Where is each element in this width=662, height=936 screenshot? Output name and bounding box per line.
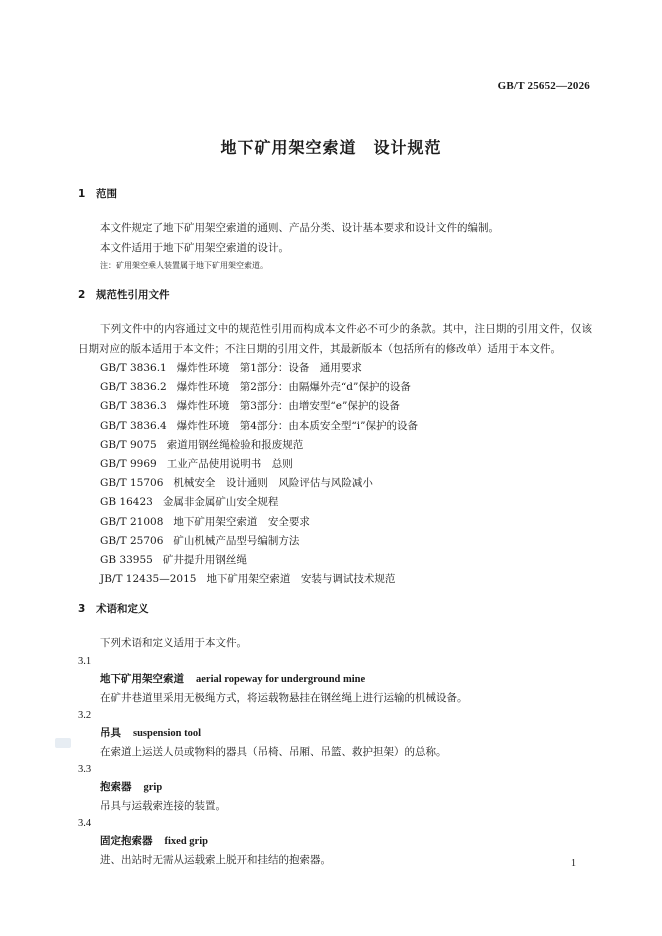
reference-item <box>78 378 592 397</box>
reference-item <box>78 493 592 512</box>
section-number: 3 <box>78 603 86 616</box>
term-chinese: 抱索器 <box>100 781 132 794</box>
reference-title: 矿山机械产品型号编制方法 <box>173 534 300 547</box>
reference-code: JB/T 12435—2015 <box>100 573 197 586</box>
section-number: 2 <box>78 289 86 301</box>
section-heading-normative-references <box>78 285 592 305</box>
section-heading-terms <box>78 599 592 619</box>
reference-code: GB/T 3836.4 <box>100 419 167 432</box>
section-title: 规范性引用文件 <box>96 289 170 301</box>
reference-title: 爆炸性环境 第2部分：由隔爆外壳“d”保护的设备 <box>176 381 411 394</box>
reference-item <box>78 570 592 589</box>
reference-code: GB/T 3836.1 <box>100 362 167 374</box>
term-english: aerial ropeway for underground mine <box>196 674 366 686</box>
reference-item <box>78 455 592 474</box>
reference-item <box>78 397 592 416</box>
term-chinese: 固定抱索器 <box>100 835 153 848</box>
reference-list <box>78 359 592 589</box>
reference-item <box>78 474 592 493</box>
term-chinese: 吊具 <box>100 727 121 740</box>
standard-code: GB/T 25652—2026 <box>497 80 590 92</box>
reference-code: GB/T 25706 <box>100 534 164 547</box>
term-name <box>78 832 592 851</box>
term-name <box>78 670 592 689</box>
reference-title: 机械安全 设计通则 风险评估与风险减小 <box>173 477 373 490</box>
terms-intro: 下列术语和定义适用于本文件。 <box>100 637 247 650</box>
term-number: 3.3 <box>78 764 92 776</box>
section-heading-scope <box>78 184 592 204</box>
section-title: 术语和定义 <box>96 603 149 616</box>
reference-code: GB/T 9969 <box>100 458 157 471</box>
reference-code: GB/T 3836.2 <box>100 381 167 394</box>
reference-code: GB 33955 <box>100 554 153 567</box>
reference-code: GB/T 3836.3 <box>100 400 167 413</box>
term-definition: 吊具与运载索连接的装置。 <box>100 800 226 813</box>
reference-title: 爆炸性环境 第1部分：设备 通用要求 <box>176 362 362 374</box>
reference-item <box>78 417 592 436</box>
term-english: fixed grip <box>164 836 208 848</box>
section-number: 1 <box>78 188 86 200</box>
scope-paragraph: 本文件适用于地下矿用架空索道的设计。 <box>100 242 289 254</box>
term-number: 3.4 <box>78 818 92 830</box>
page-number: 1 <box>571 858 576 869</box>
term-name <box>78 778 592 797</box>
reference-title: 爆炸性环境 第3部分：由增安型“e”保护的设备 <box>176 400 400 413</box>
reference-item <box>78 513 592 532</box>
term-english: suspension tool <box>133 728 201 740</box>
scope-paragraph: 本文件规定了地下矿用架空索道的通则、产品分类、设计基本要求和设计文件的编制。 <box>100 222 499 234</box>
reference-title: 地下矿用架空索道 安全要求 <box>173 515 310 528</box>
reference-title: 矿井提升用钢丝绳 <box>162 554 247 567</box>
document-body <box>78 184 592 869</box>
term-name <box>78 724 592 743</box>
document-title: 地下矿用架空索道 设计规范 <box>220 138 442 157</box>
reference-code: GB/T 9075 <box>100 438 157 451</box>
reference-item <box>78 551 592 570</box>
margin-mark <box>55 738 71 748</box>
term-number: 3.2 <box>78 710 92 722</box>
reference-item <box>78 436 592 455</box>
reference-code: GB 16423 <box>100 496 153 509</box>
reference-title: 地下矿用架空索道 安装与调试技术规范 <box>206 573 396 586</box>
term-definition: 进、出站时无需从运载索上脱开和挂结的抱索器。 <box>100 854 331 867</box>
reference-code: GB/T 15706 <box>100 477 164 490</box>
term-chinese: 地下矿用架空索道 <box>100 673 184 686</box>
scope-note: 注：矿用架空乘人装置属于地下矿用架空索道。 <box>100 261 268 270</box>
term-number: 3.1 <box>78 656 92 668</box>
reference-code: GB/T 21008 <box>100 515 164 528</box>
references-intro: 下列文件中的内容通过文中的规范性引用而构成本文件必不可少的条款。其中，注日期的引用文件，仅该日期对应的版本适用于本文件；不注日期的引用文件，其最新版本（包括所有的修改单）适用于本文件。 <box>78 323 592 355</box>
reference-item <box>78 532 592 551</box>
reference-item <box>78 359 592 378</box>
section-title: 范围 <box>96 188 117 200</box>
term-definition: 在矿井巷道里采用无极绳方式，将运载物悬挂在钢丝绳上进行运输的机械设备。 <box>100 692 468 705</box>
reference-title: 爆炸性环境 第4部分：由本质安全型“i”保护的设备 <box>176 419 419 432</box>
term-english: grip <box>143 782 163 794</box>
reference-title: 工业产品使用说明书 总则 <box>166 458 293 471</box>
reference-title: 金属非金属矿山安全规程 <box>162 496 279 509</box>
term-definition: 在索道上运送人员或物料的器具（吊椅、吊厢、吊篮、救护担架）的总称。 <box>100 746 447 759</box>
reference-title: 索道用钢丝绳检验和报废规范 <box>166 438 304 451</box>
